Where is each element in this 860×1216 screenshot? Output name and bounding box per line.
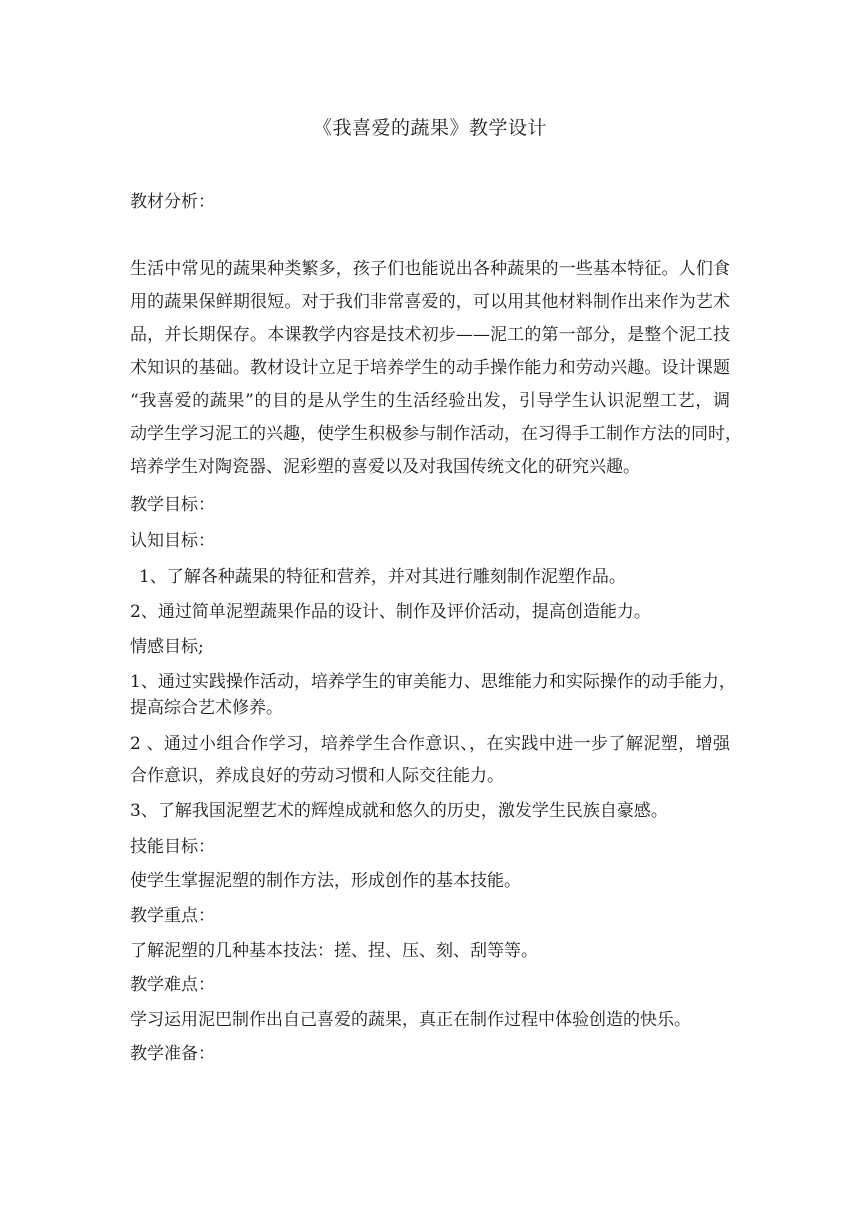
subheading-cognitive: 认知目标： <box>130 531 215 551</box>
section-heading-difficulties: 教学难点： <box>130 975 215 995</box>
paragraph-line: 学习运用泥巴制作出自己喜爱的蔬果，真正在制作过程中体验创造的快乐。 <box>130 1010 691 1030</box>
list-item: 2 、通过小组合作学习，培养学生合作意识、，在实践中进一步了解泥塑，增强 <box>130 734 730 754</box>
paragraph-line: “我喜爱的蔬果”的目的是从学生的生活经验出发，引导学生认识泥塑工艺，调 <box>130 391 730 411</box>
list-item: 2、通过简单泥塑蔬果作品的设计、制作及评价活动，提高创造能力。 <box>130 602 651 622</box>
section-heading-key-points: 教学重点： <box>130 906 215 926</box>
paragraph-line: 生活中常见的蔬果种类繁多，孩子们也能说出各种蔬果的一些基本特征。人们食 <box>130 259 730 279</box>
document-title: 《我喜爱的蔬果》教学设计 <box>312 117 547 139</box>
list-item: 1、通过实践操作活动，培养学生的审美能力、思维能力和实际操作的动手能力， <box>130 672 736 692</box>
section-heading-objectives: 教学目标： <box>130 495 215 515</box>
section-heading-preparation: 教学准备： <box>130 1044 215 1064</box>
paragraph-line: 使学生掌握泥塑的制作方法，形成创作的基本技能。 <box>130 871 521 891</box>
list-item: 1、了解各种蔬果的特征和营养，并对其进行雕刻制作泥塑作品。 <box>139 567 626 587</box>
subheading-emotional: 情感目标; <box>130 637 204 657</box>
paragraph-line: 用的蔬果保鲜期很短。对于我们非常喜爱的，可以用其他材料制作出来作为艺术 <box>130 292 730 312</box>
list-item: 3、了解我国泥塑艺术的辉煌成就和悠久的历史，激发学生民族自豪感。 <box>130 801 668 821</box>
paragraph-line: 品，并长期保存。本课教学内容是技术初步——泥工的第一部分，是整个泥工技 <box>130 325 730 345</box>
list-item-continued: 合作意识，养成良好的劳动习惯和人际交往能力。 <box>130 766 504 786</box>
paragraph-line: 了解泥塑的几种基本技法：搓、捏、压、刻、刮等等。 <box>130 941 538 961</box>
paragraph-line: 动学生学习泥工的兴趣，使学生积极参与制作活动，在习得手工制作方法的同时， <box>130 424 742 444</box>
section-heading-analysis: 教材分析： <box>130 192 215 212</box>
subheading-skills: 技能目标： <box>130 837 215 857</box>
list-item-continued: 提高综合艺术修养。 <box>130 698 283 718</box>
paragraph-line: 术知识的基础。教材设计立足于培养学生的动手操作能力和劳动兴趣。设计课题 <box>130 358 730 378</box>
paragraph-line: 培养学生对陶瓷器、泥彩塑的喜爱以及对我国传统文化的研究兴趣。 <box>130 457 640 477</box>
